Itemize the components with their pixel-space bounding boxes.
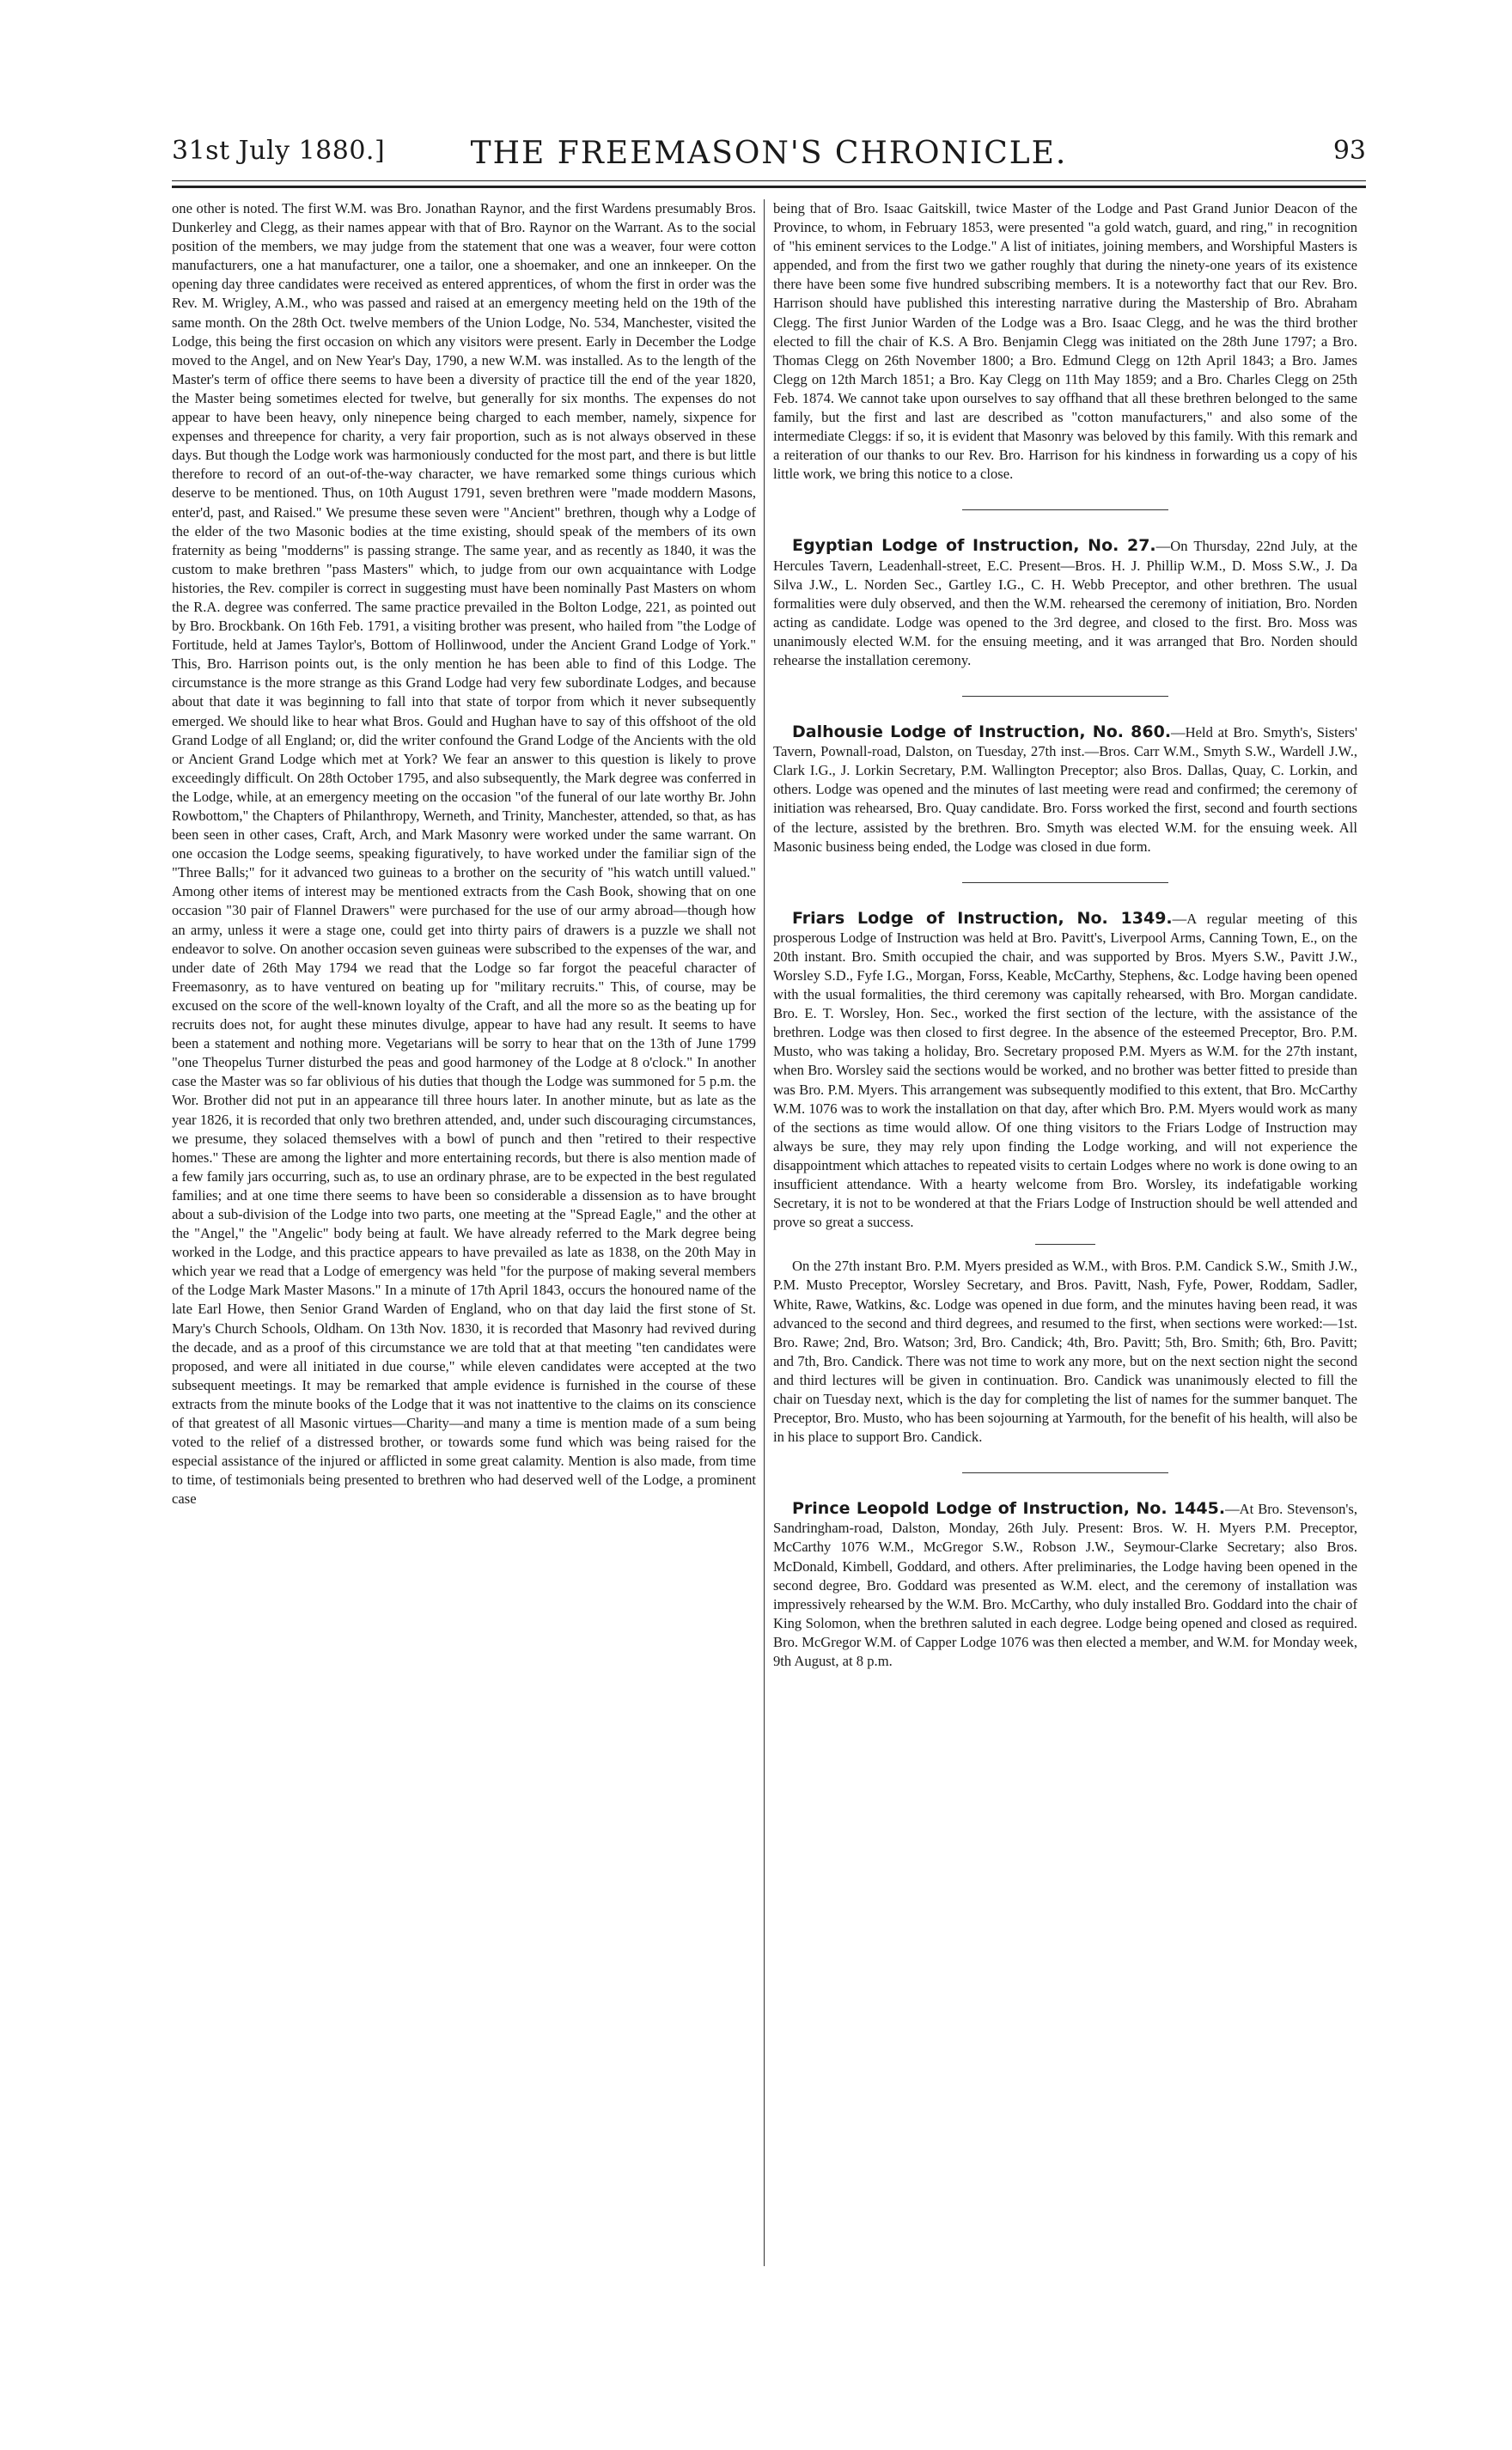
prince-leopold-lodge-report <box>773 1499 1357 1671</box>
right-column <box>773 199 1357 2270</box>
egyptian-lodge-heading: Egyptian Lodge of Instruction, No. 27. <box>792 536 1156 556</box>
article-continuation: being that of Bro. Isaac Gaitskill, twice Master of the Lodge and Past Grand Junior Deacon of the Province, to whom, in February 1853, were presented "a gold watch, guard, and ring," in recognition of "his eminent services to the Lodge." A list of initiates, joining members, and Worshipful Masters is appended, and from the first two we gather roughly that during the ninety-one years of its existence there have been some five hundred subscribing members. It is a noteworthy fact that our Rev. Bro. Harrison should have published this interesting narrative during the Mastership of Bro. Abraham Clegg. The first Junior Warden of the Lodge was a Bro. Isaac Clegg, and he was the third brother elected to fill the chair of K.S. A Bro. Benjamin Clegg was initiated on the 28th June 1797; a Bro. Thomas Clegg on 26th November 1800; a Bro. Edmund Clegg on 12th April 1843; a Bro. James Clegg on 12th March 1851; a Bro. Kay Clegg on 11th May 1859; and a Bro. Charles Clegg on 25th Feb. 1874. We cannot take upon ourselves to say offhand that all these brethren belonged to the same family, but the first and last are described as "cotton manufacturers," and also some of the intermediate Cleggs: if so, it is evident that Masonry was beloved by this family. With this remark and a reiteration of our thanks to our Rev. Bro. Harrison for his kindness in forwarding us a copy of his little work, we bring this notice to a close. <box>773 200 1357 483</box>
column-divider <box>764 199 765 2266</box>
friars-lodge-followup: On the 27th instant Bro. P.M. Myers presided as W.M., with Bros. P.M. Candick S.W., Smith J.W., P.M. Musto Preceptor, Worsley Secretary, and Bros. Pavitt, Nash, Fyfe, Power, Roddam, Sadler, White, Rawe, Watkins, &c. Lodge was opened in due form, and the minutes having been read, it was advanced to the second and third degrees, and resumed to the first, when sections were worked:—1st. Bro. Rawe; 2nd, Bro. Watson; 3rd, Bro. Candick; 4th, Bro. Pavitt; 5th, Bro. Smith; 6th, Bro. Pavitt; and 7th, Bro. Candick. There was not time to work any more, but on the next section night the second and third lectures will be given in continuation. Bro. Candick was unanimously elected to fill the chair on Tuesday next, which is the day for completing the list of names for the summer banquet. The Preceptor, Bro. Musto, who has been sojourning at Yarmouth, for the benefit of his health, will also be in his place to support Bro. Candick. <box>773 1258 1357 1446</box>
section-separator <box>962 1472 1168 1473</box>
egyptian-lodge-report <box>773 536 1357 670</box>
dalhousie-lodge-report <box>773 722 1357 856</box>
masthead-rule-thin <box>172 180 1366 181</box>
page-number: 93 <box>1332 136 1366 166</box>
section-separator <box>962 696 1168 697</box>
left-column <box>172 199 756 2270</box>
publication-title: THE FREEMASON'S CHRONICLE. <box>470 136 1068 171</box>
dalhousie-lodge-text: —Held at Bro. Smyth's, Sisters' Tavern, Pownall-road, Dalston, on Tuesday, 27th inst.—Bros. Carr W.M., Smyth S.W., Wardell J.W., Clark I.G., J. Lorkin Secretary, P.M. Wallington Preceptor; also Bros. Dallas, Quay, C. Lorkin, and others. Lodge was opened and the minutes of last meeting were read and confirmed; the ceremony of initiation was rehearsed, Bro. Quay candidate. Bro. Forss worked the first, second and fourth sections of the lecture, assisted by the brethren. Bro. Smyth was elected W.M. for the ensuing week. All Masonic business being ended, the Lodge was closed in due form. <box>773 724 1357 855</box>
issue-date: 31st July 1880.] <box>172 136 386 166</box>
section-separator <box>962 882 1168 883</box>
prince-leopold-lodge-text: —At Bro. Stevenson's, Sandringham-road, Dalston, Monday, 26th July. Present: Bros. W. H. Myers P.M. Preceptor, McCarthy 1076 W.M., McGregor S.W., Robson J.W., Seymour-Clarke Secretary; also Bros. McDonald, Kimbell, Goddard, and others. After preliminaries, the Lodge having been opened in the second degree, Bro. Goddard was presented as W.M. elect, and the ceremony of installation was impressively rehearsed by the W.M. Bro. McCarthy, who duly installed Bro. Goddard into the chair of King Solomon, when the brethren saluted in each degree. Lodge being opened and closed as required. Bro. McGregor W.M. of Capper Lodge 1076 was then elected a member, and W.M. for Monday week, 9th August, at 8 p.m. <box>773 1501 1357 1669</box>
short-separator <box>1035 1244 1095 1245</box>
egyptian-lodge-text: —On Thursday, 22nd July, at the Hercules Tavern, Leadenhall-street, E.C. Present—Bros. H. J. Phillip W.M., D. Moss S.W., J. Da Silva J.W., L. Norden Sec., Gartley I.G., C. H. Webb Preceptor, and other brethren. The usual formalities were duly observed, and then the W.M. rehearsed the ceremony of initiation, Bro. Norden acting as candidate. Lodge was opened to the 3rd degree, and closed to the first. Bro. Moss was unanimously elected W.M. for the ensuing meeting, and it was arranged that Bro. Norden should rehearse the installation ceremony. <box>773 538 1357 668</box>
section-separator <box>962 509 1168 510</box>
dalhousie-lodge-heading: Dalhousie Lodge of Instruction, No. 860. <box>792 722 1172 742</box>
prince-leopold-lodge-heading: Prince Leopold Lodge of Instruction, No. 1445. <box>792 1499 1226 1519</box>
article-text: one other is noted. The first W.M. was Bro. Jonathan Raynor, and the first Wardens presumably Bros. Dunkerley and Clegg, as their names appear with that of Bro. Raynor on the Warrant. As to the social position of the members, we may judge from the statement that one was a weaver, four were cotton manufacturers, one a hat manufacturer, one a tailor, one a shoemaker, and one an innkeeper. On the opening day three candidates were received as entered apprentices, of whom the first in order was the Rev. M. Wrigley, A.M., who was passed and raised at an emergency meeting held on the 19th of the same month. On the 28th Oct. twelve members of the Union Lodge, No. 534, Manchester, visited the Lodge, this being the first occasion on which any visitors were present. Early in December the Lodge moved to the Angel, and on New Year's Day, 1790, a new W.M. was installed. As to the length of the Master's term of office there seems to have been a diversity of practice till the end of the year 1820, the Master being sometimes elected for twelve, but generally for six months. The expenses do not appear to have been heavy, only ninepence being charged to each member, namely, sixpence for expenses and threepence for charity, a very fair proportion, such as is not always observed in these days. But though the Lodge work was harmoniously conducted for the most part, and there is but little therefore to record of an out-of-the-way character, we have remarked some things curious which deserve to be mentioned. Thus, on 10th August 1791, seven brethren were "made moddern Masons, enter'd, past, and Raised." We presume these seven were "Ancient" brethren, though why a Lodge of the elder of the two Masonic bodies at the time existing, should speak of the members of its own fraternity as being "modderns" is passing strange. The same year, and as recently as 1840, it was the custom to make brethren "pass Masters" which, to judge from our own acquaintance with Lodge histories, the Rev. compiler is correct in suggesting must have been nominally Past Masters on whom the R.A. degree was conferred. The same practice prevailed in the Bolton Lodge, 221, as pointed out by Bro. Brockbank. On 16th Feb. 1791, a visiting brother was present, who hailed from "the Lodge of Fortitude, held at James Taylor's, Bottom of Hollinwood, under the Ancient Grand Lodge of York." This, Bro. Harrison points out, is the only mention he has been able to find of this Lodge. The circumstance is the more strange as this Grand Lodge had very few subordinate Lodges, and because about that date it was beginning to fall into that state of torpor from which it never subsequently emerged. We should like to hear what Bros. Gould and Hughan have to say of this offshoot of the old Grand Lodge of all England; or, did the writer confound the Grand Lodge of the Ancients with the old or Ancient Grand Lodge which met at York? We fear an answer to this question is likely to prove exceedingly difficult. On 28th October 1795, and also subsequently, the Mark degree was conferred in the Lodge, while, at an emergency meeting on the occasion "of the funeral of our late worthy Br. John Rowbottom," the Chapters of Philanthropy, Werneth, and Trinity, Manchester, attended, so that, as has been seen in other cases, Craft, Arch, and Mark Masonry were worked under the same warrant. On one occasion the Lodge seems, speaking figuratively, to have worked under the familiar sign of the "Three Balls;" for it advanced two guineas to a brother on the security of "his watch untill valued." Among other items of interest may be mentioned extracts from the Cash Book, showing that on one occasion "30 pair of Flannel Drawers" were purchased for the use of our army abroad—though how an army, unless it were a stage one, could get into thirty pairs of drawers is a puzzle we shall not endeavor to solve. On another occasion seven guineas were subscribed to the expenses of the war, and under date of 26th May 1794 we read that the Lodge so far forgot the peaceful character of Freemasonry, as to have ventured on beating up for "military recruits." This, of course, may be excused on the score of the well-known loyalty of the Craft, and all the more so as the beating up for recruits does not, for aught these minutes divulge, appear to have had any result. It seems to have been a statement and nothing more. Vegetarians will be sorry to hear that on the 13th of June 1799 "one Theopelus Turner disturbed the peas and good harmoney of the Lodge at 8 o'clock." In another case the Master was so far oblivious of his duties that though the Lodge was summoned for 5 p.m. the Wor. Brother did not put in an appearance till three hours later. In another minute, but as late as the year 1826, it is recorded that only two brethren attended, and, under such discouraging circumstances, we presume, they solaced themselves with a bowl of punch and then "retired to their respective homes." These are among the lighter and more entertaining records, but there is also mention made of a few family jars occurring, such as, to use an ordinary phrase, are to be expected in the best regulated families; and at one time there seems to have been so considerable a dissension as to have brought about a sub-division of the Lodge into two parts, one meeting at the "Spread Eagle," and the other at the "Angel," the "Angelic" body being at fault. We have already referred to the Mark degree being worked in the Lodge, and this practice appears to have prevailed as late as 1838, on the 20th May in which year we read that a Lodge of emergency was held "for the purpose of making several members of the Lodge Mark Master Masons." In a minute of 17th April 1843, occurs the honoured name of the late Earl Howe, then Senior Grand Warden of England, who on that day laid the first stone of St. Mary's Church Schools, Oldham. On 13th Nov. 1830, it is recorded that Masonry had revived during the decade, and as a proof of this circumstance we are told that at that meeting "ten candidates were proposed, and were all initiated in due course," while eleven candidates were accepted at the two subsequent meetings. It may be remarked that ample evidence is furnished in the course of these extracts from the minute books of the Lodge that it was not inattentive to the claims on its conscience of that greatest of all Masonic virtues—Charity—and many a time is mention made of a sum being voted to the relief of a distressed brother, or towards some fund which was being raised for the especial assistance of the injured or afflicted in some great calamity. Mention is also made, from time to time, of testimonials being presented to brethren who had deserved well of the Lodge, a prominent case <box>172 200 756 1508</box>
friars-lodge-heading: Friars Lodge of Instruction, No. 1349. <box>792 908 1173 928</box>
friars-lodge-report <box>773 909 1357 1233</box>
masthead <box>172 136 1366 174</box>
masthead-rule-thick <box>172 186 1366 188</box>
friars-lodge-text: —A regular meeting of this prosperous Lodge of Instruction was held at Bro. Pavitt's, Liverpool Arms, Canning Town, E., on the 20th instant. Bro. Smith occupied the chair, and was supported by Bros. Myers S.W., Pavitt J.W., Worsley S.D., Fyfe I.G., Morgan, Forss, Keable, McCarthy, Stephens, &c. Lodge having been opened with the usual formalities, the third ceremony was capitally rehearsed, with Bro. Morgan candidate. Bro. E. T. Worsley, Hon. Sec., worked the first section of the lecture, with the assistance of the brethren. Lodge was then closed to first degree. In the absence of the esteemed Preceptor, Bro. P.M. Musto, who was taking a holiday, Bro. Secretary proposed P.M. Myers as W.M. for the 27th instant, when Bro. Worsley said the sections would be worked, and no brother was better fitted to preside than was Bro. P.M. Myers. This arrangement was subsequently modified to this extent, that Bro. McCarthy W.M. 1076 was to work the installation on that day, after which Bro. P.M. Myers would work as many of the sections as time would allow. Of one thing visitors to the Friars Lodge of Instruction may always be sure, they may rely upon finding the Lodge working, and will not experience the disappointment which attaches to repeated visits to certain Lodges where no work is done owing to an insufficient attendance. With a hearty welcome from Bro. Worsley, its indefatigable working Secretary, it is not to be wondered at that the Friars Lodge of Instruction should be well attended and prove so great a success. <box>773 910 1357 1231</box>
